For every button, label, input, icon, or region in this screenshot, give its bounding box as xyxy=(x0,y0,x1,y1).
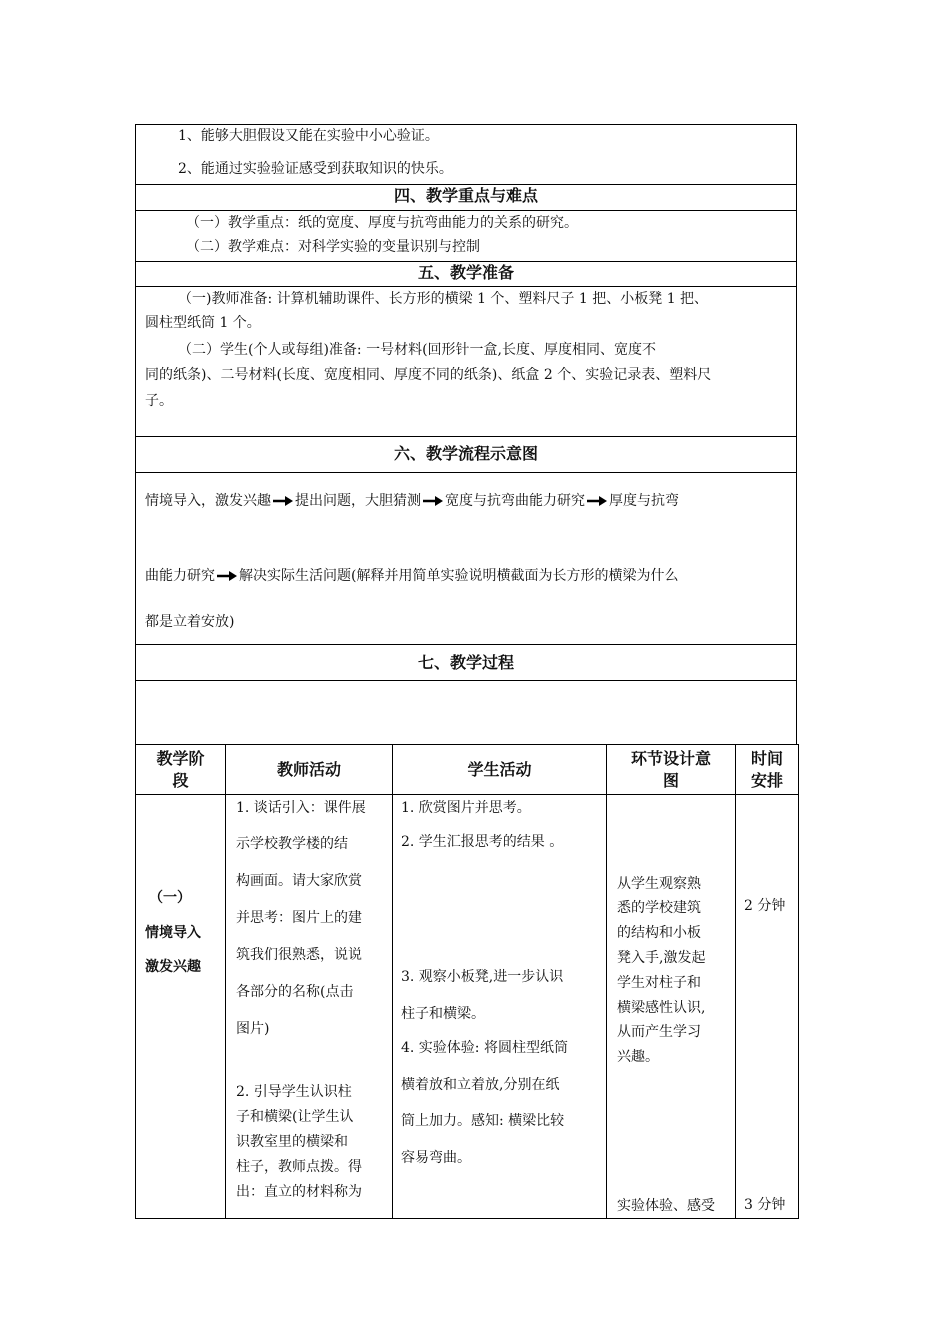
teacher-line: 筑我们很熟悉，说说 xyxy=(236,947,362,963)
teacher-line: 各部分的名称(点击 xyxy=(236,984,354,1000)
right-arrow-icon xyxy=(587,495,607,507)
stage-label: （一） xyxy=(149,890,191,906)
design-line: 的结构和小板 xyxy=(617,925,701,941)
stage-cell xyxy=(136,795,226,1219)
divider xyxy=(135,472,797,473)
flow-line xyxy=(145,569,678,583)
process-table xyxy=(135,744,799,1219)
divider xyxy=(135,286,797,287)
divider xyxy=(135,644,797,645)
key-point: （一）教学重点：纸的宽度、厚度与抗弯曲能力的关系的研究。 xyxy=(186,215,578,231)
student-line: 4. 实验体验: 将圆柱型纸筒 xyxy=(401,1040,568,1056)
teacher-line: 识教室里的横梁和 xyxy=(236,1134,348,1150)
teacher-line: 构画面。请大家欣赏 xyxy=(236,873,362,889)
student-line: 2. 学生汇报思考的结果 。 xyxy=(401,834,564,850)
design-line: 悉的学校建筑 xyxy=(617,900,701,916)
teacher-line: 1. 谈话引入：课件展 xyxy=(236,800,366,816)
header-design: 环节设计意 图 xyxy=(607,745,736,795)
difficult-point: （二）教学难点：对科学实验的变量识别与控制 xyxy=(186,239,480,255)
header-stage: 教学阶 段 xyxy=(136,745,226,795)
teacher-line: 柱子，教师点拨。得 xyxy=(236,1159,362,1175)
teacher-activity-cell xyxy=(226,795,393,1219)
header-time: 时间 安排 xyxy=(736,745,799,795)
right-arrow-icon xyxy=(217,570,237,582)
teacher-line: 2. 引导学生认识柱 xyxy=(236,1084,352,1100)
header-student: 学生活动 xyxy=(393,745,607,795)
divider xyxy=(135,436,797,437)
table-row xyxy=(136,795,799,1219)
header-teacher: 教师活动 xyxy=(226,745,393,795)
student-prep: （二）学生(个人或每组)准备: 一号材料(回形针一盒,长度、厚度相同、宽度不 xyxy=(178,342,657,358)
divider xyxy=(135,210,797,211)
time-value: 3 分钟 xyxy=(744,1197,786,1213)
flow-line: 都是立着安放) xyxy=(145,614,235,630)
goal-item: 1、能够大胆假设又能在实验中小心验证。 xyxy=(178,128,439,144)
flow-step: 宽度与抗弯曲能力研究 xyxy=(445,493,585,509)
flow-step: 厚度与抗弯 xyxy=(609,493,679,509)
section-title: 五、教学准备 xyxy=(417,263,514,282)
design-intent-cell xyxy=(607,795,736,1219)
time-cell xyxy=(736,795,799,1219)
design-line: 学生对柱子和 xyxy=(617,975,701,991)
time-value: 2 分钟 xyxy=(744,898,786,914)
design-line: 从而产生学习 xyxy=(617,1024,701,1040)
right-arrow-icon xyxy=(273,495,293,507)
flow-step: 曲能力研究 xyxy=(145,568,215,584)
student-line: 柱子和横梁。 xyxy=(401,1006,485,1022)
right-arrow-icon xyxy=(423,495,443,507)
flow-step: 情境导入，激发兴趣 xyxy=(145,493,271,509)
student-line: 1. 欣赏图片并思考。 xyxy=(401,800,531,816)
goal-item: 2、能通过实验验证感受到获取知识的快乐。 xyxy=(178,161,453,177)
flow-line xyxy=(145,494,679,508)
student-prep: 子。 xyxy=(145,393,173,409)
teacher-line: 示学校教学楼的结 xyxy=(236,836,348,852)
divider xyxy=(135,184,797,185)
teacher-prep: 圆柱型纸筒 1 个。 xyxy=(145,315,261,331)
design-line: 实验体验、感受 xyxy=(617,1198,715,1214)
stage-label: 情境导入 xyxy=(145,925,201,941)
teacher-prep: （一)教师准备: 计算机辅助课件、长方形的横梁 1 个、塑料尺子 1 把、小板凳 1 把、 xyxy=(178,291,709,307)
design-line: 凳入手,激发起 xyxy=(617,950,706,966)
student-line: 筒上加力。感知: 横梁比较 xyxy=(401,1113,565,1129)
divider xyxy=(135,680,797,681)
flow-step: 解决实际生活问题(解释并用简单实验说明横截面为长方形的横梁为什么 xyxy=(239,568,679,584)
student-activity-cell xyxy=(393,795,607,1219)
stage-label: 激发兴趣 xyxy=(145,959,201,975)
design-line: 从学生观察熟 xyxy=(617,876,701,892)
teacher-line: 并思考：图片上的建 xyxy=(236,910,362,926)
teacher-line: 出：直立的材料称为 xyxy=(236,1184,362,1200)
section-title: 六、教学流程示意图 xyxy=(393,444,538,463)
section-title: 四、教学重点与难点 xyxy=(393,186,538,205)
student-line: 容易弯曲。 xyxy=(401,1150,471,1166)
section-title: 七、教学过程 xyxy=(417,653,514,672)
flow-step: 提出问题，大胆猜测 xyxy=(295,493,421,509)
table-header-row xyxy=(136,745,799,795)
design-line: 横梁感性认识, xyxy=(617,1000,706,1016)
teacher-line: 子和横梁(让学生认 xyxy=(236,1109,354,1125)
divider xyxy=(135,261,797,262)
student-line: 横着放和立着放,分别在纸 xyxy=(401,1077,560,1093)
student-line: 3. 观察小板凳,进一步认识 xyxy=(401,969,564,985)
design-line: 兴趣。 xyxy=(617,1049,659,1065)
teacher-line: 图片) xyxy=(236,1021,270,1037)
student-prep: 同的纸条)、二号材料(长度、宽度相同、厚度不同的纸条)、纸盒 2 个、实验记录表、塑料尺 xyxy=(145,367,712,383)
